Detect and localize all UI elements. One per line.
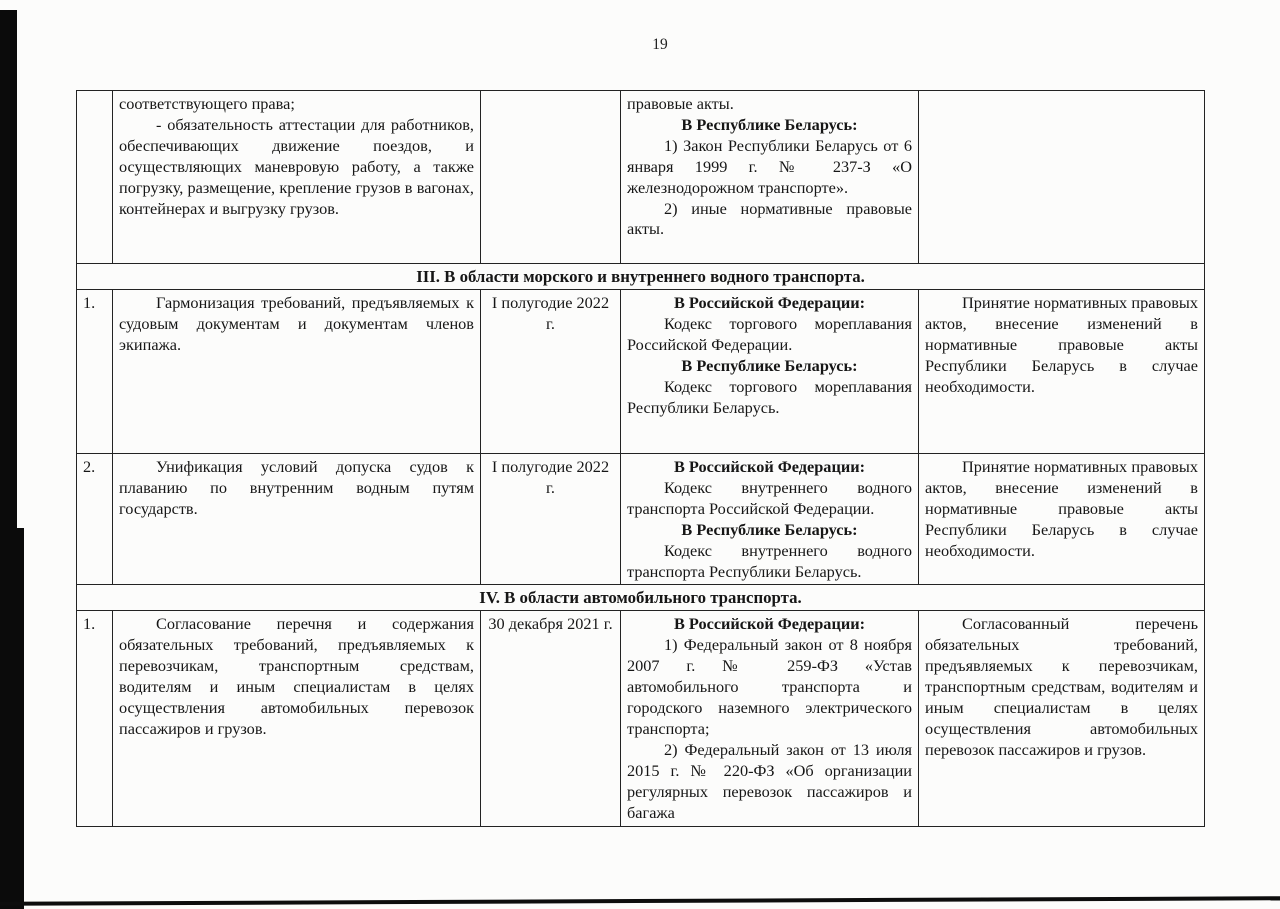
cell-legal-basis [621, 290, 919, 454]
cell-legal-basis [621, 454, 919, 585]
cell-result [919, 290, 1205, 454]
legal-paragraph: Кодекс внутреннего водного транспорта Республики Беларусь. [627, 540, 912, 581]
cell-number: 1. [77, 290, 113, 454]
legal-heading-belarus: В Республике Беларусь: [681, 355, 858, 375]
activity-paragraph: соответствующего права; [119, 94, 295, 113]
cell-result [919, 91, 1205, 264]
table-row [77, 454, 1205, 585]
legal-paragraph: Кодекс внутреннего водного транспорта Российской Федерации. [627, 477, 912, 518]
legal-paragraph: 1) Федеральный закон от 8 ноября 2007 г. № 259-ФЗ «Устав автомобильного транспорта и городского наземного электрического транспорта; [627, 635, 912, 738]
legal-heading-russia: В Российской Федерации: [673, 293, 866, 312]
cell-number [77, 91, 113, 264]
table-row-section-4 [77, 585, 1205, 611]
scan-artifact-left-bar [0, 10, 17, 530]
table-row [77, 290, 1205, 454]
legal-paragraph: правовые акты. [627, 94, 734, 113]
activity-paragraph: Гармонизация требований, предъявляемых к судовым документам и документам членов экипажа. [119, 293, 474, 354]
legal-paragraph: 1) Закон Республики Беларусь от 6 января 1999 г. № 237-З «О железнодорожном транспорте». [627, 135, 912, 197]
result-paragraph: Согласованный перечень обязательных требований, предъявляемых к перевозчикам, транспортным средствам, водителям и иным специалистам в целях осуществления автомобильных перевозок пассажиров и грузов. [925, 614, 1198, 759]
cell-legal-basis [621, 91, 919, 264]
activity-paragraph: Согласование перечня и содержания обязательных требований, предъявляемых к перевозчикам, транспортным средствам, водителям и иным специалистам в целях осуществления автомобильных перевозок пассажиров и грузов. [119, 614, 474, 738]
legal-paragraph: 2) Федеральный закон от 13 июля 2015 г. № 220-ФЗ «Об организации регулярных перевозок пассажиров и багажа [627, 739, 912, 822]
page-number: 19 [652, 36, 668, 53]
cell-activity [113, 454, 481, 585]
scan-artifact-bottom-edge [0, 896, 1280, 906]
legal-paragraph: 2) иные нормативные правовые акты. [627, 198, 912, 239]
legal-paragraph: Кодекс торгового мореплавания Российской Федерации. [627, 313, 912, 354]
cell-activity [113, 611, 481, 826]
legal-paragraph: Кодекс торгового мореплавания Республики Беларусь. [627, 376, 912, 417]
legal-heading-russia: В Российской Федерации: [673, 614, 866, 634]
result-paragraph: Принятие нормативных правовых актов, внесение изменений в нормативные правовые акты Республики Беларусь в случае необходимости. [925, 457, 1198, 560]
legal-heading-russia: В Российской Федерации: [673, 457, 866, 476]
scan-artifact-left-bar-lower [0, 528, 24, 909]
table-row-continuation [77, 91, 1205, 264]
cell-term: I полугодие 2022 г. [481, 290, 621, 454]
result-paragraph: Принятие нормативных правовых актов, внесение изменений в нормативные правовые акты Республики Беларусь в случае необходимости. [925, 293, 1198, 396]
section-4-title: IV. В области автомобильного транспорта. [77, 585, 1205, 611]
legal-heading-belarus: В Республике Беларусь: [681, 114, 858, 134]
planning-table [76, 90, 1205, 827]
cell-number: 2. [77, 454, 113, 585]
cell-result [919, 454, 1205, 585]
activity-paragraph: Унификация условий допуска судов к плаванию по внутренним водным путям государств. [119, 457, 474, 518]
cell-number: 1. [77, 611, 113, 826]
table-row [77, 611, 1205, 826]
legal-heading-belarus: В Республике Беларусь: [681, 519, 858, 539]
cell-activity [113, 290, 481, 454]
cell-result [919, 611, 1205, 826]
cell-legal-basis [621, 611, 919, 826]
cell-term: I полугодие 2022 г. [481, 454, 621, 585]
cell-term: 30 декабря 2021 г. [481, 611, 621, 826]
section-3-title: III. В области морского и внутреннего водного транспорта. [77, 264, 1205, 290]
cell-term [481, 91, 621, 264]
cell-activity [113, 91, 481, 264]
table-row-section-3 [77, 264, 1205, 290]
activity-paragraph: - обязательность аттестации для работников, обеспечивающих движение поездов, и осуществляющих маневровую работу, а также погрузку, размещение, крепление грузов в вагонах, контейнерах и выгрузку грузов. [119, 114, 474, 218]
